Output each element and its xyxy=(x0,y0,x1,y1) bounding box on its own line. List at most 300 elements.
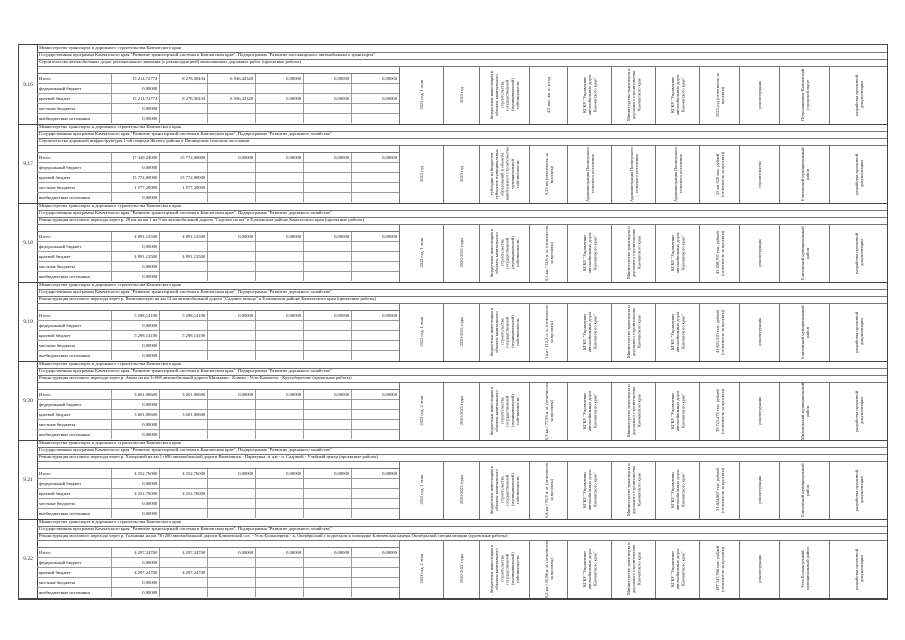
finance-value xyxy=(160,351,208,360)
finance-value: 5 298,14100 xyxy=(160,331,208,340)
attribute-text: КГКУ "Управление автомобильных дорог Камчатского края" xyxy=(670,74,686,116)
attribute-text: 2020-2021 годы xyxy=(459,238,465,268)
finance-row xyxy=(37,469,399,479)
finance-value xyxy=(208,84,256,93)
attribute-text: Петропавловск-Камчатский городской округ xyxy=(799,68,810,122)
finance-row xyxy=(37,400,399,410)
finance-value xyxy=(352,183,399,192)
finance-value xyxy=(208,578,256,587)
row-header-line: Министерство транспорта и дорожного строительства Камчатского края xyxy=(37,361,887,369)
finance-value xyxy=(208,321,256,330)
finance-value xyxy=(352,84,399,93)
finance-value: 4 297,24700 xyxy=(112,568,160,577)
attribute-cell xyxy=(611,382,656,440)
finance-table xyxy=(37,231,399,281)
finance-value xyxy=(352,430,399,439)
row-header-line: Министерство транспорта и дорожного строительства Камчатского края xyxy=(37,282,887,290)
attribute-text: Министерство транспорта и дорожного строительства Камчатского края xyxy=(626,542,642,596)
finance-value xyxy=(256,114,304,123)
attribute-text: 43 298,767 тыс. рублей (отчетность за проекты) xyxy=(714,230,725,276)
attribute-cell xyxy=(443,540,480,598)
row-header-line: Реконструкция мостового перехода через р. 28 км на км 1 на 9 км автомобильной дороги "Садовое на км" в Елизовском районе Камчатского края (проектные работы) xyxy=(37,217,887,225)
finance-label: внебюджетные источники xyxy=(37,351,112,360)
finance-value xyxy=(208,242,256,251)
finance-value xyxy=(304,588,352,597)
row-number: 9.19 xyxy=(19,282,38,361)
finance-value: 1 577,20000 xyxy=(112,183,160,192)
finance-row xyxy=(37,420,399,430)
finance-value: 0,00000 xyxy=(382,234,397,239)
finance-row xyxy=(37,509,399,518)
attribute-cell xyxy=(443,382,480,440)
finance-label: Итого xyxy=(37,153,112,162)
finance-value xyxy=(304,499,352,508)
row-header-line: Строительство дорожной инфраструктуры 1-ой очереди Жилого района в Пионерском сельском поселении xyxy=(37,138,887,146)
finance-value xyxy=(160,479,208,488)
finance-label: внебюджетные источники xyxy=(37,509,112,518)
attribute-cell xyxy=(829,382,888,440)
attribute-cell xyxy=(567,303,612,361)
attribute-cell xyxy=(739,303,780,361)
finance-value: 0,00000 xyxy=(208,390,256,399)
finance-value xyxy=(304,242,352,251)
attribute-text: Елизовский муниципальный район xyxy=(799,147,810,201)
finance-value: 0,00000 xyxy=(304,469,352,478)
finance-value xyxy=(304,104,352,113)
finance-value: 15 772,00000 xyxy=(160,173,208,182)
finance-row xyxy=(37,351,399,360)
finance-row xyxy=(37,331,399,341)
finance-value: 5 298,14100 xyxy=(112,311,160,320)
finance-value: 3 601,90600 xyxy=(112,410,160,419)
attribute-text: Министерство транспорта и дорожного строительства Камчатского края xyxy=(626,226,642,280)
row-header-line: Государственная программа Камчатского края "Развитие транспортной системы в Камчатском крае". Подпрограмма "Развитие дорожного хозяйства" xyxy=(37,289,887,297)
attribute-cell xyxy=(479,540,530,598)
attribute-text: 2020-2021 годы xyxy=(459,554,465,584)
finance-label: Итого xyxy=(37,74,112,83)
attribute-cell xyxy=(655,303,700,361)
finance-value: 0,00000 xyxy=(256,153,304,162)
finance-value: 0,00000 xyxy=(112,272,160,281)
finance-value xyxy=(256,558,304,567)
finance-label: федеральный бюджет xyxy=(37,400,112,409)
finance-label: внебюджетные источники xyxy=(37,272,112,281)
finance-value: 6 936,42320 xyxy=(208,94,256,103)
finance-value: 4 297,24700 xyxy=(160,548,208,557)
attribute-cell xyxy=(567,461,612,519)
attribute-text: 2020-2021 годы xyxy=(459,317,465,347)
attribute-cell xyxy=(529,145,568,203)
attribute-text: КГКУ "Управление автомобильных дорог Камчатского края" xyxy=(670,548,686,590)
finance-value: 0,00000 xyxy=(304,390,352,399)
finance-label: федеральный бюджет xyxy=(37,479,112,488)
finance-row xyxy=(37,242,399,252)
attribute-text: Министерство транспорта и дорожного строительства Камчатского края xyxy=(626,305,642,359)
attribute-cell xyxy=(479,461,530,519)
finance-label: краевой бюджет xyxy=(37,568,112,577)
attribute-cell xyxy=(699,461,740,519)
finance-value xyxy=(160,420,208,429)
row-header-line: Министерство транспорта и дорожного строительства Камчатского края xyxy=(37,124,887,132)
finance-value xyxy=(160,242,208,251)
attribute-text: реконструкция xyxy=(757,555,763,583)
finance-value xyxy=(304,509,352,518)
attribute-text: КГКУ "Управление автомобильных дорог Камчатского края" xyxy=(670,469,686,511)
attribute-cell xyxy=(829,303,888,361)
finance-value xyxy=(352,420,399,429)
finance-value xyxy=(352,509,399,518)
finance-value: 0,00000 xyxy=(208,153,256,162)
finance-label: федеральный бюджет xyxy=(37,84,112,93)
finance-value xyxy=(208,114,256,123)
attribute-text: 1 км / 112,2 п. м. (отчетность за проекты) xyxy=(543,304,554,360)
finance-value: 0,00000 xyxy=(256,232,304,241)
finance-value xyxy=(160,400,208,409)
table-row xyxy=(19,519,887,599)
attribute-text: КГКУ "Управление автомобильных дорог Камчатского края" xyxy=(582,74,598,116)
finance-value xyxy=(352,499,399,508)
finance-row xyxy=(37,84,399,94)
finance-value xyxy=(160,262,208,271)
attribute-cell xyxy=(443,224,480,282)
finance-value xyxy=(256,163,304,172)
finance-value xyxy=(352,479,399,488)
attribute-text: 2020-2021 годы xyxy=(459,475,465,505)
finance-value: 0,00000 xyxy=(112,351,160,360)
finance-value xyxy=(256,420,304,429)
finance-value: 15 772,00000 xyxy=(112,173,160,182)
finance-value xyxy=(208,420,256,429)
attribute-text: бюджетные инвестиции в объекты капитального строительства государственной (муниципальной) собственности xyxy=(489,387,521,435)
finance-value xyxy=(208,430,256,439)
finance-label: внебюджетные источники xyxy=(37,114,112,123)
finance-value xyxy=(160,272,208,281)
finance-label: местные бюджеты xyxy=(37,578,112,587)
finance-label: внебюджетные источники xyxy=(37,193,112,202)
finance-value: 0,00000 xyxy=(304,311,352,320)
attribute-text: 0,3 км / 77,85 п. м. (отчетность за проекты) xyxy=(543,382,554,440)
attribute-text: Усть-Большерецкий муниципальный район xyxy=(799,547,810,591)
finance-value xyxy=(256,578,304,587)
finance-row xyxy=(37,183,399,193)
finance-value: 15 214,72774 xyxy=(112,74,160,83)
finance-value xyxy=(352,400,399,409)
attribute-text: разработка проектной документации xyxy=(853,74,864,116)
finance-value xyxy=(256,321,304,330)
finance-label: краевой бюджет xyxy=(37,489,112,498)
attribute-text: КГКУ "Управление автомобильных дорог Камчатского края" xyxy=(670,232,686,274)
finance-value: 4 891,12500 xyxy=(160,252,208,261)
table-row xyxy=(19,361,887,441)
attribute-text: разработка проектной документации xyxy=(853,232,864,274)
finance-value: 0,00000 xyxy=(256,94,304,103)
finance-label: федеральный бюджет xyxy=(37,242,112,251)
finance-value xyxy=(256,242,304,251)
attribute-cell xyxy=(699,66,740,124)
finance-value xyxy=(352,242,399,251)
finance-value xyxy=(208,400,256,409)
finance-value xyxy=(208,331,256,340)
finance-row xyxy=(37,163,399,173)
attribute-cell xyxy=(739,382,780,440)
finance-value xyxy=(304,479,352,488)
budget-table xyxy=(18,44,888,600)
finance-value: 0,00000 xyxy=(304,232,352,241)
finance-value xyxy=(208,558,256,567)
finance-value xyxy=(160,588,208,597)
row-header-line: Государственная программа Камчатского края "Развитие транспортной системы в Камчатском крае". Подпрограмма "Развитие дорожного хозяйства" xyxy=(37,447,887,455)
attribute-text: 187 347,766 тыс. рублей (отчетность за проекты) xyxy=(714,546,725,592)
finance-value: 0,00000 xyxy=(256,390,304,399)
attribute-cell xyxy=(567,224,612,282)
row-header-line: Реконструкция мостового перехода через р. Вилючинскую на км 12 на автомобильной дороге "Садовое кольцо" в Елизовском районе Камчатского края (проектные работы) xyxy=(37,296,887,304)
finance-value xyxy=(352,321,399,330)
finance-row xyxy=(37,430,399,439)
finance-value xyxy=(208,489,256,498)
finance-value xyxy=(304,193,352,202)
table-row xyxy=(19,440,887,520)
finance-value xyxy=(304,252,352,261)
finance-row xyxy=(37,114,399,123)
finance-label: Итого xyxy=(37,469,112,478)
attribute-cell xyxy=(699,145,740,203)
finance-value: 0,00000 xyxy=(208,311,256,320)
finance-value: 0,00000 xyxy=(382,155,397,160)
finance-label: краевой бюджет xyxy=(37,410,112,419)
finance-value xyxy=(304,568,352,577)
finance-value xyxy=(304,163,352,172)
finance-label: внебюджетные источники xyxy=(37,588,112,597)
finance-value xyxy=(208,479,256,488)
row-number: 9.22 xyxy=(19,519,38,598)
finance-value xyxy=(352,173,399,182)
attribute-text: КГКУ "Управление автомобильных дорог Камчатского края" xyxy=(670,390,686,432)
finance-value: 5 298,14100 xyxy=(160,311,208,320)
finance-value: 4 252,76000 xyxy=(160,489,208,498)
finance-table xyxy=(37,73,399,123)
attribute-text: разработка проектной документации xyxy=(853,390,864,432)
attribute-text: 4,0 тыс. кв. м. в год xyxy=(546,76,552,114)
finance-row xyxy=(37,94,399,104)
finance-row xyxy=(37,173,399,183)
attribute-text: 2022 год xyxy=(419,166,425,182)
finance-value xyxy=(304,272,352,281)
attribute-text: 39 725,475 тыс. рублей (отчетность за проекты) xyxy=(714,388,725,434)
finance-value: 0,00000 xyxy=(382,313,397,318)
finance-row xyxy=(37,390,399,400)
attribute-text: 2023 год xyxy=(459,166,465,182)
attribute-cell xyxy=(779,540,830,598)
attribute-cell xyxy=(655,461,700,519)
finance-value xyxy=(208,588,256,597)
finance-value xyxy=(352,331,399,340)
finance-value: 0,00000 xyxy=(112,430,160,439)
finance-value xyxy=(256,252,304,261)
finance-value xyxy=(256,479,304,488)
finance-value xyxy=(304,84,352,93)
finance-value: 0,00000 xyxy=(382,96,397,101)
finance-value: 5 298,14100 xyxy=(112,331,160,340)
finance-row xyxy=(37,558,399,568)
finance-value: 0,00000 xyxy=(304,74,352,83)
finance-value xyxy=(304,400,352,409)
row-number: 9.16 xyxy=(19,45,38,124)
finance-value xyxy=(352,568,399,577)
finance-value: 3 601,90600 xyxy=(112,390,160,399)
attribute-text: Администрация Пионерского сельского поселения xyxy=(672,146,683,202)
finance-value xyxy=(352,410,399,419)
finance-value: 3 601,90600 xyxy=(160,390,208,399)
attribute-text: 0,5 км / 12,6 п. м. (отчетность за проекты) xyxy=(543,225,554,281)
attribute-text: КГКУ "Управление автомобильных дорог Камчатского края" xyxy=(582,390,598,432)
attribute-text: 0,25 км (отчетность за проекты) xyxy=(543,153,554,195)
finance-value xyxy=(256,509,304,518)
finance-value: 0,00000 xyxy=(112,509,160,518)
finance-value: 4 297,24700 xyxy=(112,548,160,557)
finance-value xyxy=(256,331,304,340)
finance-value xyxy=(160,84,208,93)
finance-label: местные бюджеты xyxy=(37,499,112,508)
attribute-cell xyxy=(699,382,740,440)
finance-value xyxy=(304,331,352,340)
attribute-cell xyxy=(611,224,656,282)
finance-value xyxy=(256,430,304,439)
finance-row xyxy=(37,410,399,420)
attribute-cell xyxy=(399,224,444,282)
attribute-cell xyxy=(399,461,444,519)
finance-value: 8 278,30434 xyxy=(160,94,208,103)
finance-value: 4 252,76000 xyxy=(112,469,160,478)
finance-value: 4 297,24700 xyxy=(160,568,208,577)
row-header-line: Государственная программа Камчатского края "Развитие транспортной системы в Камчатском крае". Подпрограмма "Развитие дорожного хозяйства" xyxy=(37,368,887,376)
attribute-cell xyxy=(443,66,480,124)
attribute-text: Елизовский муниципальный район xyxy=(799,463,810,517)
attribute-cell xyxy=(611,540,656,598)
attribute-text: бюджетные инвестиции в объекты капитального строительства государственной (муниципальной) собственности xyxy=(489,466,521,514)
finance-value: 0,00000 xyxy=(112,400,160,409)
finance-value xyxy=(160,499,208,508)
row-number: 9.18 xyxy=(19,203,38,282)
finance-value: 0,00000 xyxy=(112,84,160,93)
attribute-text: 2022 год, 1 этап xyxy=(419,317,425,347)
finance-value: 0,00000 xyxy=(382,550,397,555)
finance-value xyxy=(352,163,399,172)
attribute-cell xyxy=(739,461,780,519)
attribute-cell xyxy=(739,66,780,124)
finance-value xyxy=(256,489,304,498)
attribute-cell xyxy=(739,145,780,203)
finance-value xyxy=(208,104,256,113)
finance-value xyxy=(304,321,352,330)
attribute-text: 2022 год, 1 этап xyxy=(419,475,425,505)
row-number: 9.17 xyxy=(19,124,38,203)
finance-value: 4 252,76000 xyxy=(160,469,208,478)
finance-value xyxy=(352,272,399,281)
finance-value: 0,00000 xyxy=(112,578,160,587)
finance-value: 0,00000 xyxy=(382,471,397,476)
finance-value xyxy=(352,588,399,597)
finance-value: 4 891,12500 xyxy=(112,252,160,261)
finance-value: 17 349,24000 xyxy=(112,153,160,162)
attribute-cell xyxy=(829,461,888,519)
attribute-cell xyxy=(779,66,830,124)
attribute-cell xyxy=(829,145,888,203)
attribute-text: 0,2 км / 50,86 п. м. (отчетность за проекты) xyxy=(543,540,554,598)
attribute-cell xyxy=(739,540,780,598)
finance-value xyxy=(208,410,256,419)
finance-table xyxy=(37,310,399,360)
finance-label: федеральный бюджет xyxy=(37,163,112,172)
finance-value: 4 891,12500 xyxy=(112,232,160,241)
finance-value xyxy=(160,321,208,330)
finance-value: 3 601,90600 xyxy=(160,410,208,419)
attribute-cell xyxy=(611,461,656,519)
attribute-cell xyxy=(655,382,700,440)
finance-value: 0,00000 xyxy=(112,262,160,271)
finance-value: 4 252,76000 xyxy=(112,489,160,498)
finance-row xyxy=(37,321,399,331)
finance-value xyxy=(160,558,208,567)
finance-value: 0,00000 xyxy=(256,74,304,83)
finance-label: Итого xyxy=(37,548,112,557)
finance-value: 0,00000 xyxy=(304,153,352,162)
finance-value xyxy=(256,193,304,202)
attribute-cell xyxy=(399,382,444,440)
table-row xyxy=(19,282,887,362)
finance-value: 0,00000 xyxy=(382,392,397,397)
finance-value: 6 936,42320 xyxy=(208,74,256,83)
attribute-text: бюджетные инвестиции в объекты капитального строительства государственной (муниципальной) собственности xyxy=(489,71,521,119)
attribute-text: бюджетные инвестиции в объекты капитального строительства государственной (муниципальной) собственности xyxy=(489,308,521,356)
finance-row xyxy=(37,489,399,499)
finance-value xyxy=(256,568,304,577)
attribute-text: 25 км 929 тыс. рублей (отчетность за проекты) xyxy=(714,151,725,197)
finance-value xyxy=(208,252,256,261)
finance-value xyxy=(304,420,352,429)
finance-value xyxy=(304,183,352,192)
finance-value: 0,00000 xyxy=(112,588,160,597)
finance-value xyxy=(208,173,256,182)
finance-value: 0,00000 xyxy=(208,469,256,478)
finance-label: федеральный бюджет xyxy=(37,321,112,330)
attribute-cell xyxy=(829,540,888,598)
attribute-text: КГКУ "Управление автомобильных дорог Камчатского края" xyxy=(582,311,598,353)
attribute-text: Мильковский муниципальный район xyxy=(799,382,810,440)
attribute-text: 0,6 км / 70,9 п. м. (отчетность за проекты) xyxy=(543,462,554,518)
row-header-line: Государственная программа Камчатского края "Развитие транспортной системы в Камчатском крае". Подпрограмма "Развитие дорожного хозяйства" xyxy=(37,131,887,139)
finance-value xyxy=(160,104,208,113)
finance-label: Итого xyxy=(37,232,112,241)
finance-value: 0,00000 xyxy=(112,114,160,123)
finance-value: 0,00000 xyxy=(256,311,304,320)
attribute-text: 2022 год, 1 этап xyxy=(419,80,425,110)
finance-row xyxy=(37,232,399,242)
attribute-cell xyxy=(443,303,480,361)
finance-value xyxy=(160,341,208,350)
finance-value xyxy=(304,558,352,567)
finance-value xyxy=(208,262,256,271)
finance-value xyxy=(352,558,399,567)
finance-value xyxy=(160,114,208,123)
finance-label: местные бюджеты xyxy=(37,341,112,350)
attribute-cell xyxy=(567,145,612,203)
attribute-cell xyxy=(699,540,740,598)
attribute-cell xyxy=(611,66,656,124)
attribute-text: Министерство транспорта и дорожного строительства Камчатского края xyxy=(626,463,642,517)
attribute-cell xyxy=(529,461,568,519)
finance-value: 0,00000 xyxy=(382,76,397,81)
attribute-text: строительство xyxy=(757,160,763,188)
